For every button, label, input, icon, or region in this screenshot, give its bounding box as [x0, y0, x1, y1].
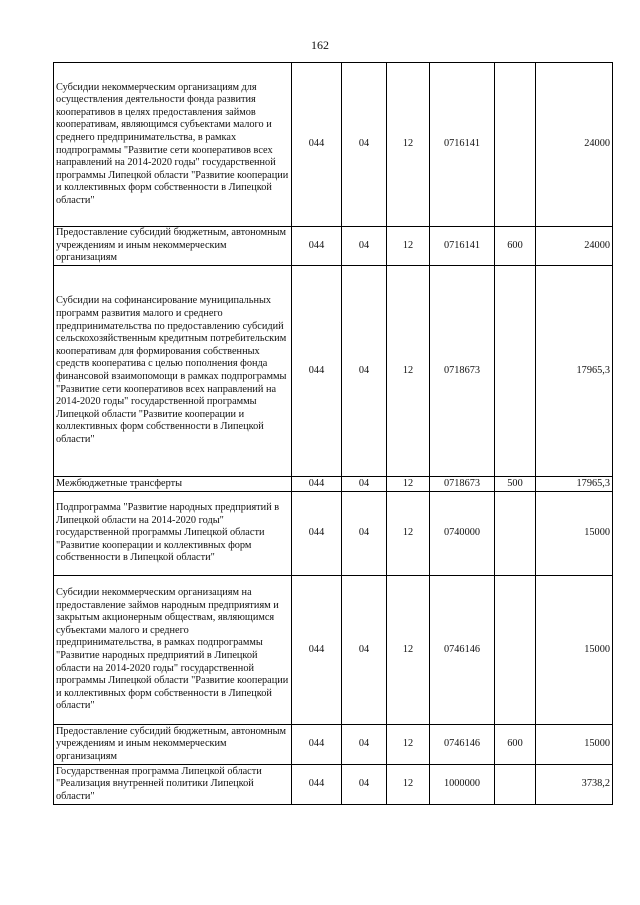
subsection-code: 12	[387, 266, 430, 477]
section-code: 04	[342, 63, 387, 227]
expense-type-code: 500	[495, 477, 536, 492]
ministry-code: 044	[292, 266, 342, 477]
table-row	[54, 492, 613, 576]
ministry-code: 044	[292, 227, 342, 266]
expense-type-code: 600	[495, 227, 536, 266]
amount: 15000	[536, 725, 613, 765]
amount: 24000	[536, 227, 613, 266]
subsection-code: 12	[387, 576, 430, 725]
amount: 15000	[536, 576, 613, 725]
subsection-code: 12	[387, 477, 430, 492]
expense-type-code: 600	[495, 725, 536, 765]
target-code: 1000000	[430, 765, 495, 805]
expense-type-code	[495, 266, 536, 477]
row-description: Субсидии некоммерческим организациям для осуществления деятельности фонда развития кооперативов в целях предоставления займов кооперативам, являющимся субъектами малого и среднего предпринимательства, в рамках подпрограммы "Развитие сети кооперативов всех направлений на 2014-2020 годы" государственной программы Липецкой области "Развитие кооперации и коллективных форм собственности в Липецкой области"	[54, 63, 292, 227]
ministry-code: 044	[292, 576, 342, 725]
table-row	[54, 576, 613, 725]
section-code: 04	[342, 227, 387, 266]
expense-type-code	[495, 576, 536, 725]
row-description: Государственная программа Липецкой области "Реализация внутренней политики Липецкой области"	[54, 765, 292, 805]
expense-type-code	[495, 63, 536, 227]
amount: 24000	[536, 63, 613, 227]
row-description: Субсидии на софинансирование муниципальных программ развития малого и среднего предпринимательства по предоставлению субсидий сельскохозяйственным кредитным потребительским кооперативам для формирования собственных средств кооператива с целью пополнения фонда финансовой взаимопомощи в рамках подпрограммы "Развитие сети кооперативов всех направлений на 2014-2020 годы" государственной программы Липецкой области "Развитие кооперации и коллективных форм собственности в Липецкой области"	[54, 266, 292, 477]
subsection-code: 12	[387, 227, 430, 266]
target-code: 0716141	[430, 227, 495, 266]
expense-type-code	[495, 765, 536, 805]
amount: 15000	[536, 492, 613, 576]
row-description: Предоставление субсидий бюджетным, автономным учреждениям и иным некоммерческим организациям	[54, 227, 292, 266]
section-code: 04	[342, 725, 387, 765]
section-code: 04	[342, 576, 387, 725]
target-code: 0746146	[430, 576, 495, 725]
row-description: Субсидии некоммерческим организациям на предоставление займов народным предприятиям и закрытым акционерным обществам, являющимся субъектами малого и среднего предпринимательства, в рамках подпрограммы "Развитие народных предприятий в Липецкой области на 2014-2020 годы" государственной программы Липецкой области "Развитие кооперации и коллективных форм собственности в Липецкой области"	[54, 576, 292, 725]
row-description: Предоставление субсидий бюджетным, автономным учреждениям и иным некоммерческим организациям	[54, 725, 292, 765]
row-description: Подпрограмма "Развитие народных предприятий в Липецкой области на 2014-2020 годы" государственной программы Липецкой области "Развитие кооперации и коллективных форм собственности в Липецкой области"	[54, 492, 292, 576]
subsection-code: 12	[387, 765, 430, 805]
target-code: 0740000	[430, 492, 495, 576]
ministry-code: 044	[292, 765, 342, 805]
table-row	[54, 63, 613, 227]
expense-type-code	[495, 492, 536, 576]
ministry-code: 044	[292, 63, 342, 227]
target-code: 0716141	[430, 63, 495, 227]
ministry-code: 044	[292, 492, 342, 576]
table-row	[54, 725, 613, 765]
amount: 3738,2	[536, 765, 613, 805]
subsection-code: 12	[387, 63, 430, 227]
amount: 17965,3	[536, 266, 613, 477]
amount: 17965,3	[536, 477, 613, 492]
ministry-code: 044	[292, 725, 342, 765]
page-number: 162	[311, 38, 329, 52]
target-code: 0718673	[430, 266, 495, 477]
section-code: 04	[342, 765, 387, 805]
target-code: 0746146	[430, 725, 495, 765]
section-code: 04	[342, 266, 387, 477]
table-row	[54, 765, 613, 805]
table-row	[54, 477, 613, 492]
target-code: 0718673	[430, 477, 495, 492]
table-row	[54, 266, 613, 477]
section-code: 04	[342, 477, 387, 492]
row-description: Межбюджетные трансферты	[54, 477, 292, 492]
budget-table	[53, 62, 613, 805]
subsection-code: 12	[387, 725, 430, 765]
ministry-code: 044	[292, 477, 342, 492]
table-row	[54, 227, 613, 266]
subsection-code: 12	[387, 492, 430, 576]
section-code: 04	[342, 492, 387, 576]
